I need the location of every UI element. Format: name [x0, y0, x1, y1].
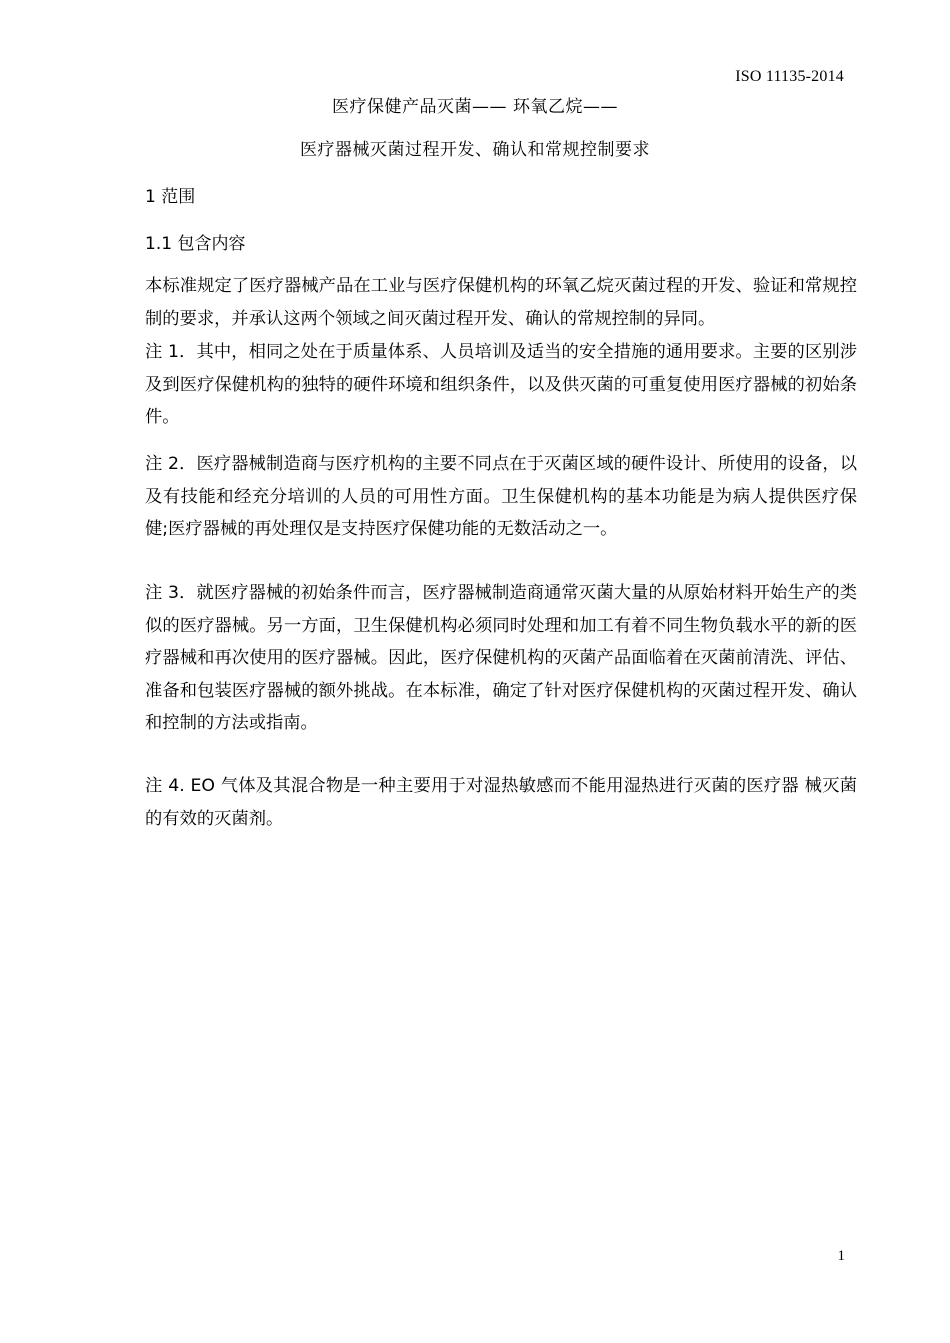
document-title-line-1: 医疗保健产品灭菌—— 环氧乙烷—— [332, 97, 618, 117]
paragraph-intro: 本标准规定了医疗器械产品在工业与医疗保健机构的环氧乙烷灭菌过程的开发、验证和常规控制的要求，并承认这两个领域之间灭菌过程开发、确认的常规控制的异同。 [145, 276, 857, 329]
page-number: 1 [837, 1248, 845, 1264]
document-title-line-2: 医疗器械灭菌过程开发、确认和常规控制要求 [300, 140, 650, 160]
standard-identifier: ISO 11135-2014 [735, 68, 844, 85]
paragraph-note-2: 注 2．医疗器械制造商与医疗机构的主要不同点在于灭菌区域的硬件设计、所使用的设备，以及有技能和经充分培训的人员的可用性方面。卫生保健机构的基本功能是为病人提供医疗保健;医疗器械的再处理仅是支持医疗保健功能的无数活动之一。 [145, 454, 857, 540]
section-heading-scope: 1 范围 [145, 187, 196, 207]
paragraph-note-3: 注 3．就医疗器械的初始条件而言，医疗器械制造商通常灭菌大量的从原始材料开始生产的类似的医疗器械。另一方面，卫生保健机构必须同时处理和加工有着不同生物负载水平的新的医疗器械和再次使用的医疗器械。因此，医疗保健机构的灭菌产品面临着在灭菌前清洗、评估、准备和包装医疗器械的额外挑战。在本标准，确定了针对医疗保健机构的灭菌过程开发、确认和控制的方法或指南。 [145, 583, 857, 734]
paragraph-note-4: 注 4. EO 气体及其混合物是一种主要用于对湿热敏感而不能用湿热进行灭菌的医疗器 械灭菌的有效的灭菌剂。 [145, 776, 857, 829]
subsection-heading-contents: 1.1 包含内容 [145, 234, 246, 254]
paragraph-note-1: 注 1．其中，相同之处在于质量体系、人员培训及适当的安全措施的通用要求。主要的区别涉及到医疗保健机构的独特的硬件环境和组织条件，以及供灭菌的可重复使用医疗器械的初始条件。 [145, 342, 857, 428]
